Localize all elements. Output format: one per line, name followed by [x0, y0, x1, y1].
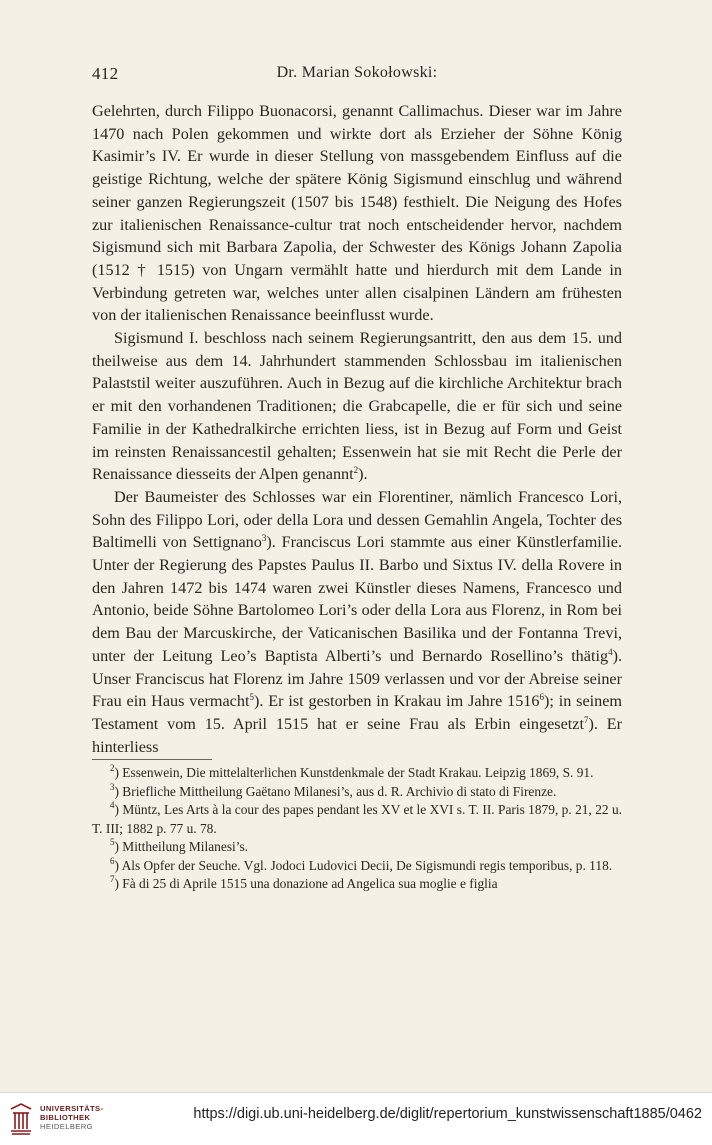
- footnotes: [92, 764, 622, 894]
- body-text: [92, 100, 622, 758]
- paragraph-1: Gelehrten, durch Filippo Buonacorsi, genannt Callimachus. Dieser war im Jahre 1470 nach Polen gekommen und wirkte dort als Erzieher der Söhne König Kasimir’s IV. Er wurde in dieser Stellung von massgebendem Einfluss auf die geistige Richtung, welche der spätere König Sigismund einschlug und während seiner ganzen Regierungszeit (1507 bis 1548) festhielt. Die Neigung des Hofes zur italienischen Renaissance-cultur trat noch entscheidender hervor, nachdem Sigismund sich mit Barbara Zapolia, der Schwester des Königs Johann Zapolia (1512 † 1515) von Ungarn vermählt hatte und hierdurch mit dem Lande in Verbindung getreten war, welches unter allen cisalpinen Ländern am frühesten von der italienischen Renaissance beeinflusst wurde.: [92, 102, 622, 325]
- footnote-ref-3[interactable]: 3: [261, 533, 267, 544]
- library-logo-icon[interactable]: [8, 1101, 34, 1137]
- footnote-ref-7[interactable]: 7: [583, 714, 589, 725]
- paragraph-3: Der Baumeister des Schlosses war ein Florentiner, nämlich Francesco Lori, Sohn des Filippo Lori, oder della Lora und dessen Gemahlin Angela, Tochter des Baltimelli von Settignano$^3$). Franciscus Lori stammte aus einer Künstlerfamilie. Unter der Regierung des Papstes Paulus II. Barbo und Sixtus IV. della Rovere in den Jahren 1472 bis 1474 waren zwei Künstler dieses Namens, Francesco und Antonio, beide Söhne Bartolomeo Lori’s oder della Lora aus Florenz, in Rom bei dem Bau der Marcuskirche, der Vaticanischen Basilika und der Fontanna Trevi, unter der Leitung Leo’s Baptista Alberti’s und Bernardo Rosellino’s thätig$^4$). Unser Franciscus hat Florenz im Jahre 1509 verlassen und vor der Abreise seiner Frau ein Haus vermacht$^5$). Er ist gestorben in Krakau im Jahre 1516$^6$); in seinem Testament vom 15. April 1515 hat er seine Frau als Erbin eingesetzt$^7$). Er hinterliess: [92, 487, 623, 756]
- permalink-url[interactable]: https://digi.ub.uni-heidelberg.de/diglit/repertorium_kunstwissenschaft1885/0462: [193, 1106, 702, 1122]
- page-header: [92, 64, 622, 88]
- footnote: $^5$) Mittheilung Milanesi’s.: [110, 837, 249, 854]
- footnote: $^6$) Als Opfer der Seuche. Vgl. Jodoci Ludovici Decii, De Sigismundi regis temporibus, p. 118.: [110, 855, 613, 873]
- running-title: Dr. Marian Sokołowski:: [276, 64, 438, 81]
- page-number: 412: [92, 64, 119, 83]
- footnote-rule: [92, 759, 212, 760]
- footnote-ref-6[interactable]: 6: [539, 692, 544, 703]
- viewer-footer: [0, 1092, 712, 1145]
- footnote: $^3$) Briefliche Mittheilung Gaëtano Milanesi’s, aus d. R. Archivio di stato di Firenze.: [110, 781, 557, 799]
- footnote-ref-5[interactable]: 5: [249, 692, 254, 703]
- library-name: UNIVERSITÄTS- BIBLIOTHEK HEIDELBERG: [40, 1104, 104, 1131]
- footnote: $^7$) Fà di 25 di Aprile 1515 una donazione ad Angelica sua moglie e figlia: [110, 874, 498, 891]
- footnote: $^4$) Müntz, Les Arts à la cour des papes pendant les XV et le XVI s. T. II. Paris 1879, p. 21, 22 u. T. III; 1882 p. 77 u. 78.: [92, 800, 622, 836]
- footnote: $^2$) Essenwein, Die mittelalterlichen Kunstdenkmale der Stadt Krakau. Leipzig 1869, S. 91.: [110, 763, 594, 780]
- paragraph-2: Sigismund I. beschloss nach seinem Regierungsantritt, den aus dem 15. und theilweise aus dem 14. Jahrhundert stammenden Schlossbau im italienischen Palaststil weiter auszuführen. Auch in Bezug auf die kirchliche Architektur brach er mit den vorhandenen Traditionen; die Grabcapelle, die er für sich und seine Familie in der Kathedralkirche errichten liess, ist in Bezug auf Form und Geist im reinsten Renaissancestil gehalten; Essenwein hat sie mit Recht die Perle der Renaissance diesseits der Alpen genannt$^2$).: [92, 329, 622, 484]
- footnote-ref-2[interactable]: 2: [353, 465, 359, 476]
- footnote-ref-4[interactable]: 4: [608, 646, 613, 657]
